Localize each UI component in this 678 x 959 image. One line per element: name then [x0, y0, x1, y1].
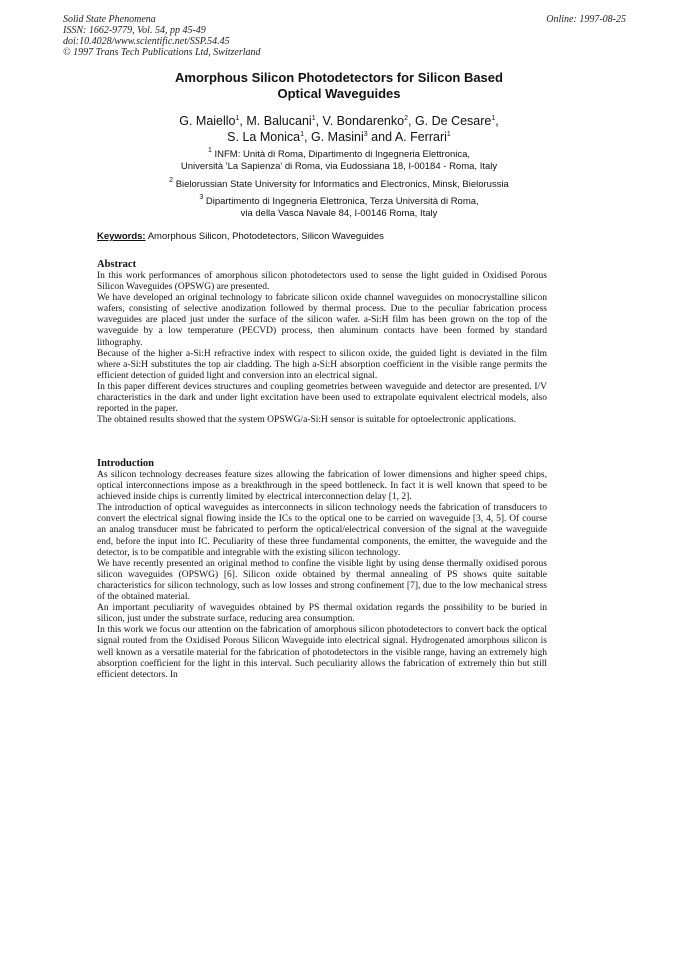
abstract-body: [97, 271, 547, 426]
introduction-heading: Introduction: [97, 458, 154, 469]
affiliation-mark: 3: [363, 131, 368, 138]
affiliation-number: 1: [207, 147, 212, 154]
author-name: S. La Monica: [227, 130, 301, 144]
introduction-body: [97, 470, 547, 681]
affiliation-line: $^2$ Bielorussian State University for Informatics and Electronics, Minsk, Bielorussia: [169, 177, 509, 190]
author-name: , G. Masini: [304, 130, 364, 144]
affiliation-mark: 1: [300, 131, 305, 138]
paragraph: As silicon technology decreases feature sizes allowing the fabrication of lower dimensions and higher speed chips, optical interconnections impose as a breakthrough in the speed bottleneck. In fact it is well known that speed to be achieved inside chips is currently limited by electrical interconnection delay [1, 2].: [97, 470, 547, 503]
title-line: Amorphous Silicon Photodetectors for Silicon Based: [175, 70, 503, 85]
author-name: , V. Bondarenko: [315, 114, 405, 128]
doi-line: doi:10.4028/www.scientific.net/SSP.54.45: [63, 36, 230, 47]
keywords-label: Keywords:: [97, 231, 146, 242]
affiliation-line: Università 'La Sapienza' di Roma, via Eudossiana 18, I-00184 - Roma, Italy: [180, 161, 498, 172]
affiliation-mark: 2: [404, 115, 408, 122]
paragraph: An important peculiarity of waveguides obtained by PS thermal oxidation regards the possibility to be buried in silicon, just under the substrate surface, reducing area consumption.: [97, 603, 547, 625]
keywords-text: Amorphous Silicon, Photodetectors, Silicon Waveguides: [147, 231, 384, 242]
affiliation-mark: 1: [311, 115, 316, 122]
author-line: [0, 129, 678, 145]
paper-title: [0, 70, 678, 102]
affiliation-line: $^1$ INFM: Unità di Roma, Dipartimento di Ingegneria Elettronica,: [207, 147, 471, 160]
affiliation-1: [0, 149, 678, 173]
affiliation-line: $^3$ Dipartimento di Ingegneria Elettronica, Terza Università di Roma,: [199, 194, 479, 207]
paragraph: We have recently presented an original method to confine the visible light by using dense thermally oxidised porous silicon waveguides (OPSWG) [6]. Silicon oxide obtained by thermal annealing of PS shows quite suitable characteristics for silicon technology, such as low losses and strong confinement [7], due to the low mechanical stress of the obtained material.: [97, 558, 547, 603]
author-name: , G. De Cesare: [408, 114, 492, 128]
paragraph: We have developed an original technology to fabricate silicon oxide channel waveguides on monocrystalline silicon wafers, consisting of selective anodization followed by thermal process. Due to the peculiar fabrication process waveguides are placed just under the surface of the silicon wafer. a-Si:H film has been grown on the top of the waveguide by a low temperature (PECVD) process, then aluminum contacts have been formed by standard lithography.: [97, 293, 547, 348]
affiliation-line: via della Vasca Navale 84, I-00146 Roma, Italy: [240, 208, 438, 219]
journal-header: [63, 14, 261, 58]
online-date: Online: 1997-08-25: [546, 14, 626, 25]
copyright-line: © 1997 Trans Tech Publications Ltd, Switzerland: [63, 47, 261, 58]
affiliation-number: 2: [169, 177, 174, 184]
affiliation-2: [0, 179, 678, 191]
affiliation-mark: 1: [235, 115, 240, 122]
author-separator: ,: [495, 114, 499, 128]
affiliation-number: 3: [199, 194, 204, 201]
paragraph: In this work we focus our attention on the fabrication of amorphous silicon photodetectors to convert back the optical signal routed from the Oxidised Porous Silicon Waveguide into electrical signal. Hydrogenated amorphous silicon is well known as a versatile material for the fabrication of photodetectors in the visible range, having an extremely high absorption coefficient for the light in this interval. Such peculiarity allows the fabrication of extremely thin but still efficient detectors. In: [97, 625, 547, 680]
keywords: [97, 231, 384, 242]
paragraph: The introduction of optical waveguides as interconnects in silicon technology needs the fabrication of transducers to convert the electrical signal flowing inside the ICs to the optical one to be carried on waveguide [3, 4, 5]. Of course an analog transducer must be fabricated to perform the optical/electrical conversion of the signal at the waveguide end, before the input into IC. Peculiarity of these three fundamental components, the emitter, the waveguide and the detector, is to be compatible and integrable with the existing silicon technology.: [97, 503, 547, 558]
paragraph: Because of the higher a-Si:H refractive index with respect to silicon oxide, the guided light is deviated in the film where a-Si:H substitutes the top air cladding. The high a-Si:H absorption coefficient in the visible range permits the efficient detection of guided light and conversion into an electrical signal.: [97, 348, 547, 381]
title-line: Optical Waveguides: [277, 86, 401, 101]
abstract-heading: Abstract: [97, 259, 137, 270]
author-line: [0, 113, 678, 129]
affiliation-3: [0, 196, 678, 220]
issn-line: ISSN: 1662-9779, Vol. 54, pp 45-49: [63, 25, 206, 36]
author-name: G. Maiello: [179, 114, 236, 128]
affiliation-mark: 1: [446, 131, 451, 138]
journal-name: Solid State Phenomena: [63, 14, 156, 25]
author-name: , M. Balucani: [239, 114, 312, 128]
paragraph: The obtained results showed that the system OPSWG/a-Si:H sensor is suitable for optoelectronic applications.: [97, 415, 516, 426]
author-list: [0, 113, 678, 145]
affiliation-mark: 1: [491, 115, 496, 122]
paragraph: In this paper different devices structures and coupling geometries between waveguide and detector are presented. I/V characteristics in the dark and under light excitation have been used to extrapolate equivalent electrical models, also reported in the paper.: [97, 381, 547, 415]
paragraph: In this work performances of amorphous silicon photodetectors used to sense the light guided in Oxidised Porous Silicon Waveguides (OPSWG) are presented.: [97, 271, 547, 293]
author-name: and A. Ferrari: [367, 130, 447, 144]
